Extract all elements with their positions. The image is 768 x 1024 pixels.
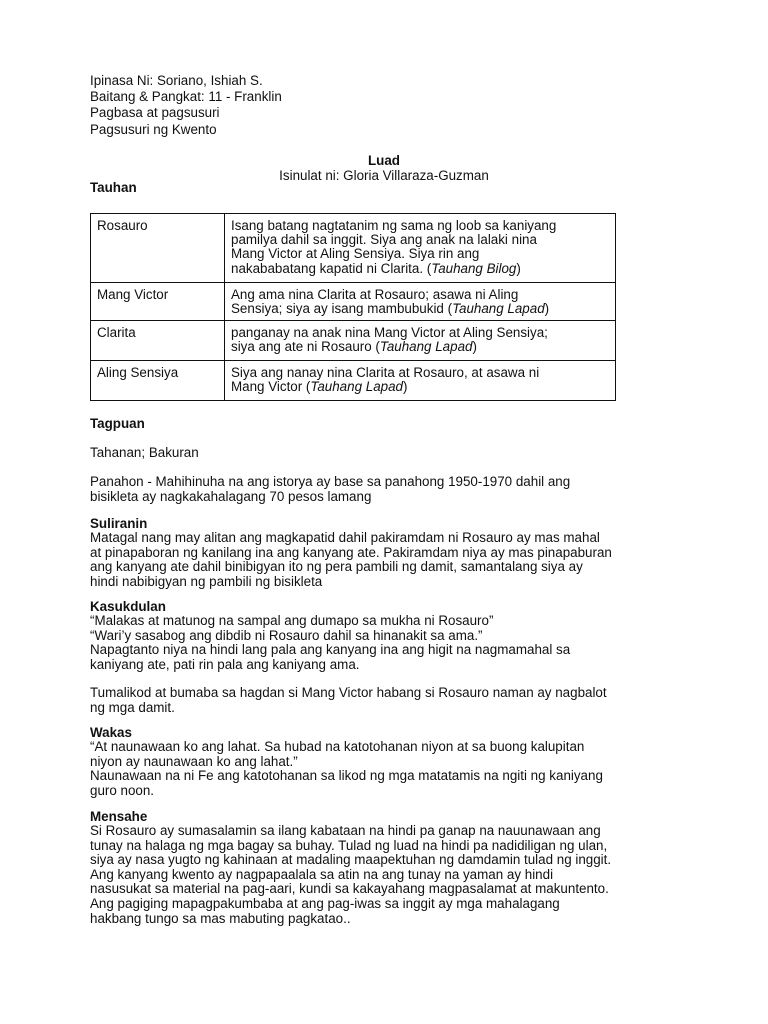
paragraph-line: guro noon. [90, 782, 155, 798]
tagpuan-place: Tahanan; Bakuran [90, 445, 199, 460]
tagpuan-time [90, 475, 690, 504]
kasukdulan-heading: Kasukdulan [90, 599, 166, 614]
wakas-body [90, 740, 690, 798]
description-line: pamilya dahil sa inggit. Siya ang anak na lalaki nina [231, 232, 537, 248]
activity-title: Pagsusuri ng Kwento [90, 121, 217, 137]
paragraph-line: at pinapaboran ng kanilang ina ang kanyang ate. Pakiramdam niya ay mas pinapaburan [90, 544, 612, 560]
paragraph-line: bisikleta ay nagkakahalagang 70 pesos lamang [90, 488, 372, 504]
paragraph-line: siya ay nasa yugto ng kahinaan at madaling maapektuhan ng damdamin tulad ng inggit. [90, 852, 612, 868]
paragraph-line: “Malakas at matunog na sampal ang dumapo sa mukha ni Rosauro” [90, 613, 494, 628]
submitted-by: Ipinasa Ni: Soriano, Ishiah S. [90, 73, 263, 88]
paragraph-line: ang kanyang ate dahil binibigyan ito ng pera pambili ng damit, samantalang siya ay [90, 559, 583, 575]
character-description [225, 214, 616, 283]
kasukdulan-extra [90, 686, 690, 715]
character-name: Clarita [91, 321, 225, 361]
paragraph-line: hakbang tungo sa mas mabuting pagkatao.. [90, 910, 351, 926]
character-type: Tauhang Lapad [452, 301, 545, 317]
tauhan-heading: Tauhan [90, 180, 137, 195]
title-block [0, 153, 768, 183]
description-text: siya ang ate ni Rosauro ( [231, 339, 380, 355]
subject: Pagbasa at pagsusuri [90, 105, 220, 121]
description-text: nakababatang kapatid ni Clarita. ( [231, 260, 432, 276]
character-description [225, 283, 616, 321]
character-name: Mang Victor [91, 283, 225, 321]
description-line: Isang batang nagtatanim ng sama ng loob sa kaniyang [231, 218, 557, 233]
character-type: Tauhang Lapad [310, 379, 403, 395]
paragraph-line: Ang pagiging mapagpakumbaba at ang pag-iwas sa inggit ay mga mahalagang [90, 895, 560, 911]
paragraph-line: Panahon - Mahihinuha na ang istorya ay base sa panahong 1950-1970 dahil ang [90, 474, 571, 489]
closing-paren: ) [544, 301, 550, 317]
mensahe-heading: Mensahe [90, 809, 148, 824]
paragraph-line: hindi nabibigyan ng pambili ng bisikleta [90, 573, 323, 589]
description-text: Mang Victor ( [231, 379, 311, 395]
paragraph-line: tunay na halaga ng mga bagay sa buhay. Tulad ng luad na hindi pa nadidiligan ng ulan, [90, 837, 608, 853]
paragraph-line: Si Rosauro ay sumasalamin sa ilang kabataan na hindi pa ganap na nauunawaan ang [90, 823, 601, 838]
character-description [225, 361, 616, 401]
closing-paren: ) [472, 339, 477, 355]
description-line [231, 302, 609, 316]
table-row [91, 321, 616, 361]
story-title: Luad [368, 153, 400, 168]
paragraph-line: “Wari’y sasabog ang dibdib ni Rosauro dahil sa hinanakit sa ama.” [90, 627, 483, 643]
paragraph-line: Ang kanyang kwento ay nagpapaalala sa atin na ang tunay na yaman ay hindi [90, 866, 554, 882]
table-row [91, 214, 616, 283]
paragraph-line: Naunawaan na ni Fe ang katotohanan sa likod ng mga matatamis na ngiti ng kaniyang [90, 768, 603, 784]
grade-section: Baitang & Pangkat: 11 - Franklin [90, 89, 282, 105]
paragraph-line: kaniyang ate, pati rin pala ang kaniyang ama. [90, 656, 360, 672]
character-name: Aling Sensiya [91, 361, 225, 401]
document-header [90, 73, 282, 138]
paragraph-line: Napagtanto niya na hindi lang pala ang kanyang ina ang higit na nagmamahal sa [90, 642, 571, 658]
character-description [225, 321, 616, 361]
description-line [231, 380, 609, 394]
character-name: Rosauro [91, 214, 225, 283]
paragraph-line: “At naunawaan ko ang lahat. Sa hubad na katotohanan niyon at sa buong kalupitan [90, 739, 585, 754]
closing-paren: ) [516, 260, 521, 276]
paragraph-line: ng mga damit. [90, 699, 175, 715]
character-type: Tauhang Bilog [431, 260, 517, 276]
tagpuan-heading: Tagpuan [90, 416, 145, 431]
closing-paren: ) [402, 379, 408, 395]
suliranin-body [90, 531, 690, 589]
description-text: Sensiya; siya ay isang mambubukid ( [231, 301, 453, 317]
paragraph-line: niyon ay naunawaan ko ang lahat.” [90, 753, 298, 769]
table-row [91, 283, 616, 321]
mensahe-body [90, 824, 690, 926]
description-line: Ang ama nina Clarita at Rosauro; asawa ni Aling [231, 287, 519, 302]
paragraph-line: Tumalikod at bumaba sa hagdan si Mang Victor habang si Rosauro naman ay nagbalot [90, 685, 607, 700]
description-line [231, 262, 609, 276]
character-type: Tauhang Lapad [379, 339, 473, 355]
description-line [231, 340, 609, 354]
characters-table [90, 213, 616, 401]
story-author: Isinulat ni: Gloria Villaraza-Guzman [279, 168, 489, 183]
description-line: Siya ang nanay nina Clarita at Rosauro, at asawa ni [231, 365, 540, 380]
description-line: Mang Victor at Aling Sensiya. Siya rin ang [231, 246, 480, 262]
kasukdulan-body [90, 614, 690, 672]
table-row [91, 361, 616, 401]
paragraph-line: nasusukat sa material na pag-aari, kundi sa kakayahang magpasalamat at makuntento. [90, 881, 609, 897]
wakas-heading: Wakas [90, 725, 132, 740]
description-line: panganay na anak nina Mang Victor at Aling Sensiya; [231, 325, 548, 340]
suliranin-heading: Suliranin [90, 516, 148, 531]
paragraph-line: Matagal nang may alitan ang magkapatid dahil pakiramdam ni Rosauro ay mas mahal [90, 530, 600, 545]
